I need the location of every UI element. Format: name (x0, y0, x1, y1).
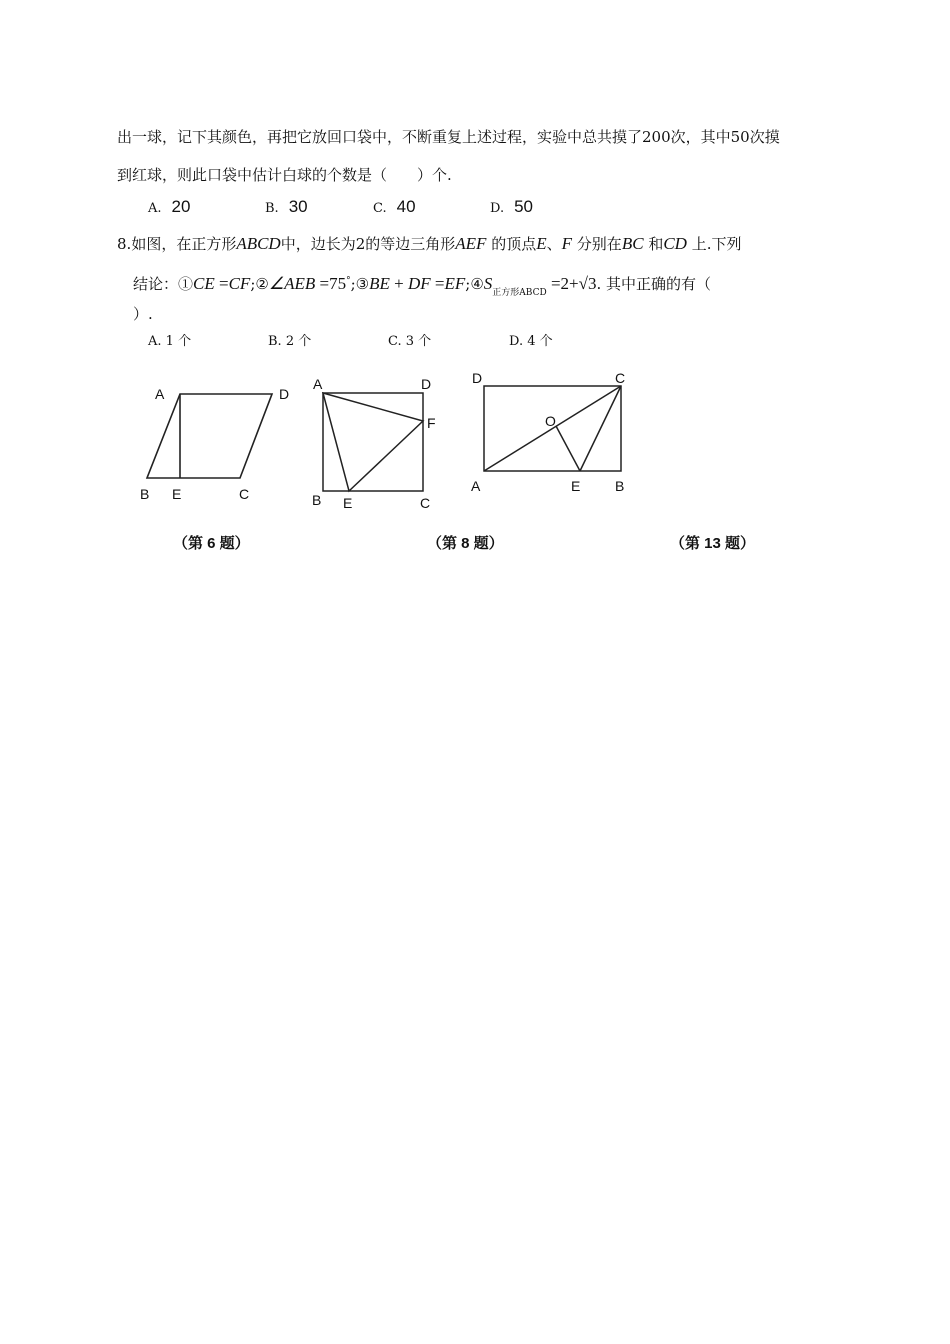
label-c: C (615, 370, 626, 386)
label-e: E (571, 478, 581, 494)
math-segment: =75 (315, 274, 347, 293)
caption-figure-13: （第 13 题） (670, 535, 756, 552)
label-b: B (312, 492, 322, 508)
option-letter: C. (373, 201, 387, 216)
math-segment: F (561, 234, 573, 253)
option-value: 3 个 (405, 334, 432, 349)
text-segment: 如图，在正方形 (131, 235, 237, 253)
math-segment: AEF (455, 234, 487, 253)
math-segment: BC (621, 234, 644, 253)
math-segment: ABCD (236, 234, 281, 253)
label-f: F (427, 415, 436, 431)
label-a: A (471, 478, 481, 494)
text-segment: 分别在 (576, 235, 622, 253)
figure-6 (147, 394, 272, 478)
option-letter: D. (490, 201, 505, 216)
question-number: 8. (117, 235, 132, 253)
math-segment: = (214, 274, 229, 293)
label-c: C (239, 486, 250, 502)
label-c: C (420, 495, 431, 511)
math-segment: CE (193, 274, 215, 293)
q7-text-line1: 出一球，记下其颜色，再把它放回口袋中，不断重复上述过程，实验中总共摸了200次，其中50次摸 (117, 128, 780, 146)
option-value: 1 个 (165, 334, 192, 349)
text-segment: ;③ (350, 275, 370, 293)
parallelogram (147, 394, 272, 478)
option-value: 30 (288, 197, 308, 216)
label-a: A (313, 376, 323, 392)
option-letter: B. (268, 334, 282, 349)
text-segment: 和 (648, 235, 664, 253)
option-letter: D. (509, 334, 524, 349)
math-segment: + (389, 274, 408, 293)
text-segment: . 其中正确的有（ (596, 275, 711, 293)
label-e: E (343, 495, 353, 511)
math-segment: BE (369, 274, 390, 293)
label-e: E (172, 486, 182, 502)
label-d: D (421, 376, 432, 392)
option-value: 40 (396, 197, 416, 216)
option-value: 4 个 (527, 334, 553, 349)
math-segment: S (483, 274, 493, 293)
figures-canvas (0, 0, 950, 560)
caption-figure-8: （第 8 题） (427, 535, 504, 552)
figure-6-labels (140, 386, 289, 502)
math-segment: = (430, 274, 445, 293)
label-o: O (545, 413, 556, 429)
label-d: D (472, 370, 483, 386)
q8-text-line3: ）. (133, 305, 153, 323)
label-a: A (155, 386, 165, 402)
option-value: 20 (171, 197, 191, 216)
option-value: 2 个 (285, 334, 312, 349)
option-letter: A. (148, 334, 162, 349)
text-segment: 的顶点 (491, 235, 537, 253)
option-value: 50 (514, 197, 534, 216)
math-segment: EF (444, 274, 466, 293)
segment-oe (556, 426, 580, 471)
text-segment: 结论：① (133, 275, 194, 293)
q7-text-line2: 到红球，则此口袋中估计白球的个数是（ ）个. (117, 166, 452, 184)
triangle-aef (323, 393, 423, 491)
math-segment: CD (663, 234, 687, 253)
caption-figure-6: （第 6 题） (173, 535, 250, 552)
degree-sign: ° (346, 276, 351, 286)
math-segment: CF (228, 274, 251, 293)
label-b: B (615, 478, 625, 494)
text-segment: 中，边长为2的等边三角形 (280, 235, 456, 253)
math-segment: DF (407, 274, 431, 293)
text-segment: ;② (250, 275, 269, 293)
label-d: D (279, 386, 290, 402)
math-segment: E (536, 234, 547, 253)
math-segment: =2+√3 (546, 274, 597, 293)
subscript: 正方形ABCD (492, 288, 547, 298)
option-letter: C. (388, 334, 402, 349)
label-b: B (140, 486, 150, 502)
figure-8 (323, 393, 423, 491)
option-letter: A. (148, 201, 162, 216)
math-segment: ∠AEB (268, 274, 316, 293)
text-segment: 上.下列 (686, 235, 742, 253)
text-segment: 、 (546, 235, 562, 253)
option-letter: B. (265, 201, 279, 216)
text-segment: ;④ (465, 275, 484, 293)
